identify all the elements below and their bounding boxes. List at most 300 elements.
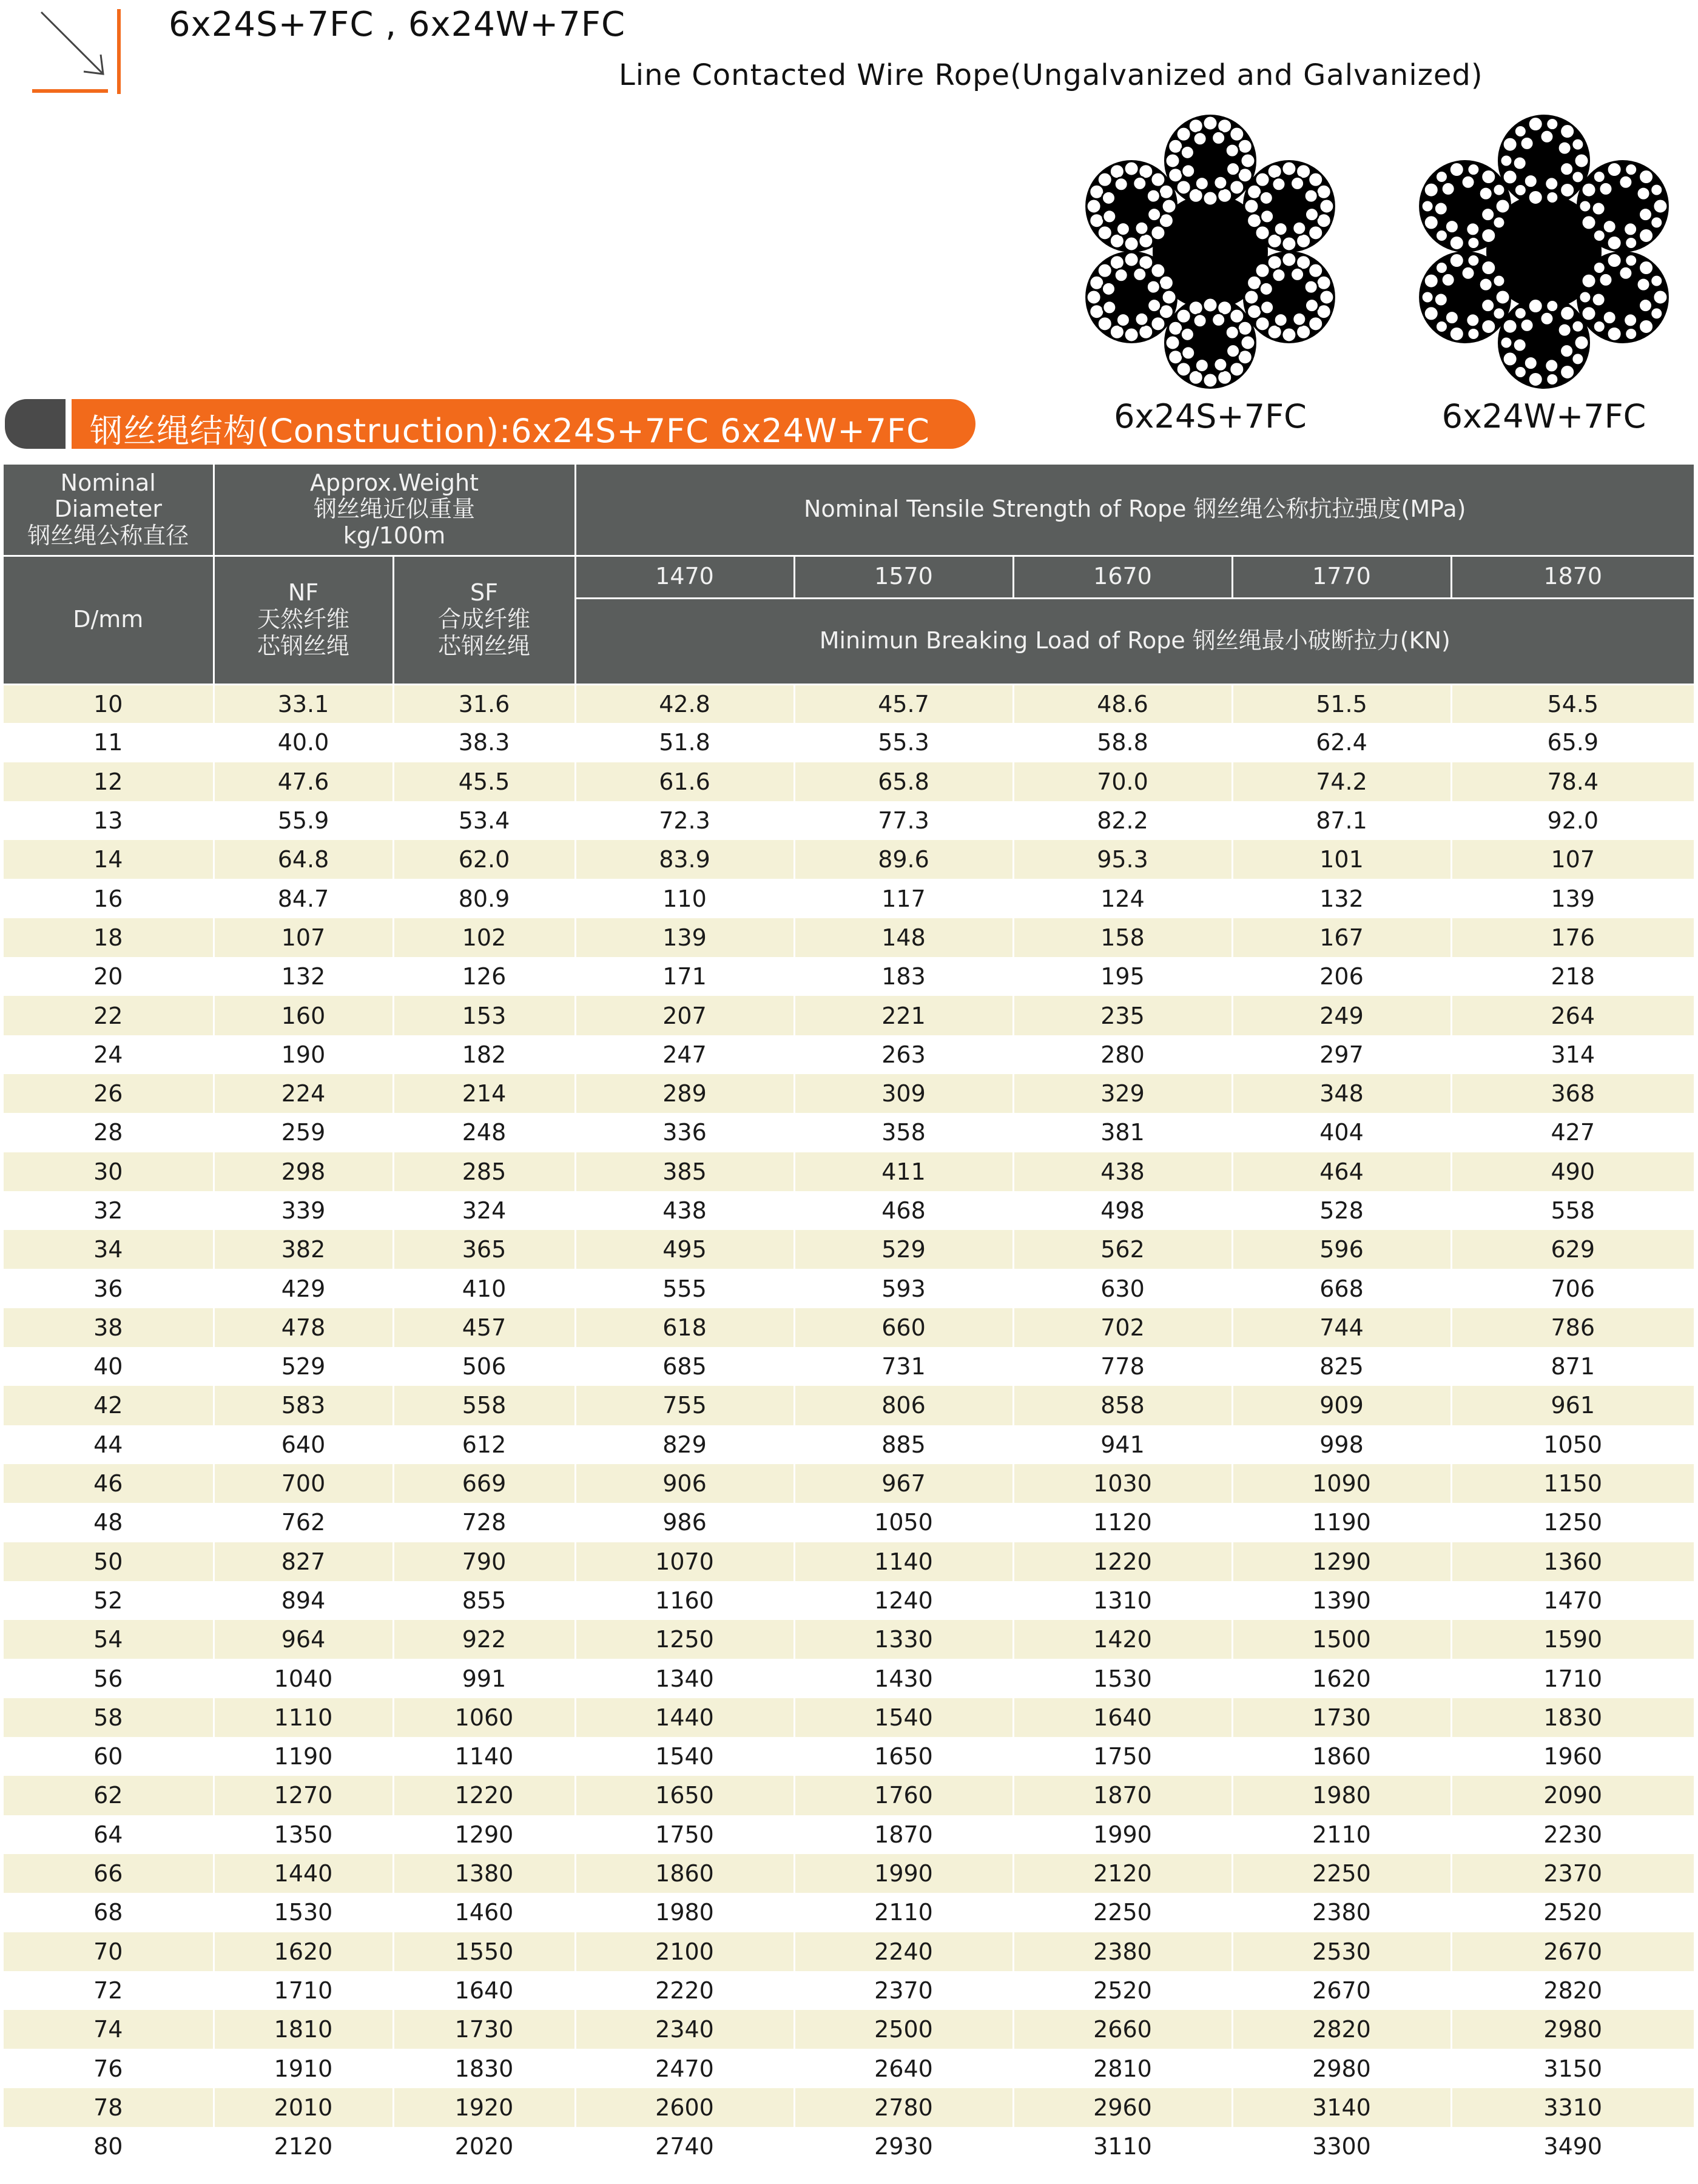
figure-caption-6x24w: 6x24W+7FC [1441, 397, 1646, 435]
table-cell: 438 [575, 1191, 794, 1230]
table-cell: 755 [575, 1386, 794, 1425]
table-cell: 339 [214, 1191, 393, 1230]
table-cell: 478 [214, 1308, 393, 1347]
table-cell: 3490 [1451, 2127, 1694, 2166]
table-row [4, 1776, 1694, 1815]
table-cell: 855 [393, 1581, 575, 1620]
table-cell: 12 [4, 762, 214, 801]
table-cell: 1710 [214, 1971, 393, 2010]
table-cell: 1190 [1232, 1503, 1451, 1542]
table-cell: 171 [575, 957, 794, 996]
wire-rope-spec-table [4, 465, 1694, 2166]
table-cell: 941 [1013, 1425, 1232, 1464]
table-cell: 1920 [393, 2088, 575, 2127]
table-cell: 2020 [393, 2127, 575, 2166]
table-cell: 62 [4, 1776, 214, 1815]
table-row [4, 1152, 1694, 1191]
table-cell: 20 [4, 957, 214, 996]
table-cell: 26 [4, 1074, 214, 1113]
table-cell: 562 [1013, 1230, 1232, 1269]
table-cell: 259 [214, 1113, 393, 1152]
table-cell: 92.0 [1451, 801, 1694, 840]
wire-rope-cross-section-icon [1068, 109, 1353, 394]
table-cell: 1440 [575, 1698, 794, 1737]
table-cell: 2230 [1451, 1815, 1694, 1854]
table-row [4, 1737, 1694, 1776]
table-row [4, 918, 1694, 957]
header-nf: NF 天然纤维 芯钢丝绳 [214, 556, 393, 684]
table-row [4, 996, 1694, 1035]
table-cell: 385 [575, 1152, 794, 1191]
table-cell: 427 [1451, 1113, 1694, 1152]
table-cell: 13 [4, 801, 214, 840]
table-cell: 498 [1013, 1191, 1232, 1230]
table-cell: 47.6 [214, 762, 393, 801]
table-cell: 1030 [1013, 1464, 1232, 1503]
table-cell: 74 [4, 2010, 214, 2049]
table-cell: 1650 [794, 1737, 1013, 1776]
header-strength-value: 1570 [794, 556, 1013, 598]
table-cell: 2240 [794, 1932, 1013, 1971]
table-cell: 506 [393, 1347, 575, 1386]
table-row [4, 2010, 1694, 2049]
table-row [4, 1932, 1694, 1971]
table-cell: 1330 [794, 1620, 1013, 1659]
table-cell: 82.2 [1013, 801, 1232, 840]
table-cell: 702 [1013, 1308, 1232, 1347]
construction-label: 钢丝绳结构(Construction):6x24S+7FC 6x24W+7FC [90, 412, 930, 450]
table-row [4, 1854, 1694, 1893]
table-cell: 411 [794, 1152, 1013, 1191]
table-cell: 107 [1451, 840, 1694, 879]
table-cell: 731 [794, 1347, 1013, 1386]
table-cell: 56 [4, 1659, 214, 1698]
table-cell: 1050 [794, 1503, 1013, 1542]
table-cell: 40 [4, 1347, 214, 1386]
table-cell: 790 [393, 1542, 575, 1581]
table-cell: 1350 [214, 1815, 393, 1854]
table-cell: 1290 [1232, 1542, 1451, 1581]
table-cell: 429 [214, 1269, 393, 1308]
table-cell: 829 [575, 1425, 794, 1464]
table-cell: 58.8 [1013, 723, 1232, 762]
table-cell: 894 [214, 1581, 393, 1620]
table-cell: 124 [1013, 879, 1232, 918]
table-cell: 42.8 [575, 684, 794, 723]
table-cell: 248 [393, 1113, 575, 1152]
table-row [4, 2088, 1694, 2127]
table-cell: 1640 [1013, 1698, 1232, 1737]
table-cell: 2520 [1451, 1893, 1694, 1932]
table-row [4, 1425, 1694, 1464]
table-cell: 2980 [1451, 2010, 1694, 2049]
header-strength-value: 1470 [575, 556, 794, 598]
table-cell: 167 [1232, 918, 1451, 957]
table-cell: 309 [794, 1074, 1013, 1113]
table-cell: 744 [1232, 1308, 1451, 1347]
table-cell: 1160 [575, 1581, 794, 1620]
table-cell: 2110 [1232, 1815, 1451, 1854]
table-cell: 1760 [794, 1776, 1013, 1815]
table-cell: 381 [1013, 1113, 1232, 1152]
table-cell: 1340 [575, 1659, 794, 1698]
table-cell: 2670 [1232, 1971, 1451, 2010]
table-cell: 762 [214, 1503, 393, 1542]
table-cell: 64.8 [214, 840, 393, 879]
table-cell: 1070 [575, 1542, 794, 1581]
table-cell: 70 [4, 1932, 214, 1971]
table-cell: 235 [1013, 996, 1232, 1035]
table-cell: 51.8 [575, 723, 794, 762]
table-cell: 2530 [1232, 1932, 1451, 1971]
table-cell: 629 [1451, 1230, 1694, 1269]
table-cell: 885 [794, 1425, 1013, 1464]
table-cell: 1190 [214, 1737, 393, 1776]
table-cell: 336 [575, 1113, 794, 1152]
table-cell: 64 [4, 1815, 214, 1854]
table-row [4, 957, 1694, 996]
table-cell: 36 [4, 1269, 214, 1308]
table-cell: 61.6 [575, 762, 794, 801]
table-cell: 207 [575, 996, 794, 1035]
table-cell: 95.3 [1013, 840, 1232, 879]
table-cell: 1140 [393, 1737, 575, 1776]
table-cell: 78 [4, 2088, 214, 2127]
table-cell: 206 [1232, 957, 1451, 996]
table-cell: 1540 [794, 1698, 1013, 1737]
header-nominal-diameter: Nominal Diameter 钢丝绳公称直径 [4, 465, 214, 556]
table-cell: 298 [214, 1152, 393, 1191]
table-cell: 2120 [214, 2127, 393, 2166]
table-cell: 1050 [1451, 1425, 1694, 1464]
table-cell: 555 [575, 1269, 794, 1308]
table-cell: 1140 [794, 1542, 1013, 1581]
table-cell: 1390 [1232, 1581, 1451, 1620]
table-cell: 68 [4, 1893, 214, 1932]
table-cell: 46 [4, 1464, 214, 1503]
table-row [4, 1698, 1694, 1737]
table-cell: 1250 [575, 1620, 794, 1659]
table-cell: 60 [4, 1737, 214, 1776]
table-cell: 48 [4, 1503, 214, 1542]
table-cell: 1620 [1232, 1659, 1451, 1698]
table-cell: 2810 [1013, 2049, 1232, 2088]
table-cell: 139 [1451, 879, 1694, 918]
table-cell: 48.6 [1013, 684, 1232, 723]
table-cell: 1750 [1013, 1737, 1232, 1776]
table-cell: 1730 [393, 2010, 575, 2049]
table-cell: 117 [794, 879, 1013, 918]
table-cell: 1540 [575, 1737, 794, 1776]
table-cell: 1980 [575, 1893, 794, 1932]
table-row [4, 1581, 1694, 1620]
table-cell: 778 [1013, 1347, 1232, 1386]
table-cell: 967 [794, 1464, 1013, 1503]
table-row [4, 2127, 1694, 2166]
table-cell: 1380 [393, 1854, 575, 1893]
table-cell: 2220 [575, 1971, 794, 2010]
table-cell: 2960 [1013, 2088, 1232, 2127]
header-strength-value: 1870 [1451, 556, 1694, 598]
table-cell: 728 [393, 1503, 575, 1542]
table-cell: 160 [214, 996, 393, 1035]
table-cell: 1460 [393, 1893, 575, 1932]
table-cell: 324 [393, 1191, 575, 1230]
table-cell: 42 [4, 1386, 214, 1425]
table-cell: 110 [575, 879, 794, 918]
table-cell: 1830 [393, 2049, 575, 2088]
table-cell: 630 [1013, 1269, 1232, 1308]
table-cell: 32 [4, 1191, 214, 1230]
table-cell: 1870 [794, 1815, 1013, 1854]
table-cell: 1990 [1013, 1815, 1232, 1854]
table-cell: 827 [214, 1542, 393, 1581]
table-cell: 2110 [794, 1893, 1013, 1932]
table-cell: 1120 [1013, 1503, 1232, 1542]
table-cell: 247 [575, 1035, 794, 1074]
table-cell: 2250 [1013, 1893, 1232, 1932]
table-cell: 65.8 [794, 762, 1013, 801]
table-cell: 87.1 [1232, 801, 1451, 840]
table-cell: 706 [1451, 1269, 1694, 1308]
table-cell: 2520 [1013, 1971, 1232, 2010]
corner-arrow-icon [29, 6, 126, 97]
table-cell: 280 [1013, 1035, 1232, 1074]
wire-rope-cross-section-icon [1401, 109, 1686, 394]
table-cell: 464 [1232, 1152, 1451, 1191]
table-cell: 77.3 [794, 801, 1013, 840]
table-row [4, 1620, 1694, 1659]
table-cell: 1810 [214, 2010, 393, 2049]
header-strength-value: 1670 [1013, 556, 1232, 598]
table-cell: 998 [1232, 1425, 1451, 1464]
table-cell: 1870 [1013, 1776, 1232, 1815]
table-cell: 593 [794, 1269, 1013, 1308]
table-cell: 468 [794, 1191, 1013, 1230]
table-cell: 74.2 [1232, 762, 1451, 801]
table-cell: 51.5 [1232, 684, 1451, 723]
table-cell: 314 [1451, 1035, 1694, 1074]
table-cell: 382 [214, 1230, 393, 1269]
table-cell: 190 [214, 1035, 393, 1074]
table-cell: 80.9 [393, 879, 575, 918]
table-cell: 132 [214, 957, 393, 996]
table-cell: 1220 [393, 1776, 575, 1815]
table-row [4, 1191, 1694, 1230]
table-cell: 1290 [393, 1815, 575, 1854]
table-cell: 3150 [1451, 2049, 1694, 2088]
table-cell: 612 [393, 1425, 575, 1464]
table-cell: 24 [4, 1035, 214, 1074]
table-cell: 66 [4, 1854, 214, 1893]
table-cell: 58 [4, 1698, 214, 1737]
table-cell: 2370 [794, 1971, 1013, 2010]
figure-caption-6x24s: 6x24S+7FC [1114, 397, 1307, 435]
table-cell: 1310 [1013, 1581, 1232, 1620]
table-cell: 83.9 [575, 840, 794, 879]
table-cell: 70.0 [1013, 762, 1232, 801]
table-cell: 2250 [1232, 1854, 1451, 1893]
table-cell: 1040 [214, 1659, 393, 1698]
table-cell: 89.6 [794, 840, 1013, 879]
table-cell: 640 [214, 1425, 393, 1464]
table-cell: 2660 [1013, 2010, 1232, 2049]
table-cell: 1990 [794, 1854, 1013, 1893]
construction-banner [5, 399, 975, 449]
table-cell: 1430 [794, 1659, 1013, 1698]
table-cell: 2980 [1232, 2049, 1451, 2088]
table-cell: 34 [4, 1230, 214, 1269]
table-cell: 289 [575, 1074, 794, 1113]
table-cell: 218 [1451, 957, 1694, 996]
table-cell: 2010 [214, 2088, 393, 2127]
table-cell: 297 [1232, 1035, 1451, 1074]
table-row [4, 801, 1694, 840]
table-row [4, 1113, 1694, 1152]
table-cell: 214 [393, 1074, 575, 1113]
table-cell: 76 [4, 2049, 214, 2088]
table-cell: 285 [393, 1152, 575, 1191]
table-cell: 1220 [1013, 1542, 1232, 1581]
table-row [4, 1542, 1694, 1581]
table-cell: 1550 [393, 1932, 575, 1971]
table-cell: 660 [794, 1308, 1013, 1347]
table-cell: 2120 [1013, 1854, 1232, 1893]
table-cell: 1750 [575, 1815, 794, 1854]
table-cell: 2500 [794, 2010, 1013, 2049]
table-cell: 529 [794, 1230, 1013, 1269]
table-cell: 148 [794, 918, 1013, 957]
table-cell: 806 [794, 1386, 1013, 1425]
table-cell: 1110 [214, 1698, 393, 1737]
table-cell: 2930 [794, 2127, 1013, 2166]
table-cell: 139 [575, 918, 794, 957]
table-cell: 786 [1451, 1308, 1694, 1347]
table-cell: 961 [1451, 1386, 1694, 1425]
table-cell: 10 [4, 684, 214, 723]
table-cell: 38.3 [393, 723, 575, 762]
table-cell: 1060 [393, 1698, 575, 1737]
table-cell: 1650 [575, 1776, 794, 1815]
table-cell: 1980 [1232, 1776, 1451, 1815]
table-row [4, 1074, 1694, 1113]
table-cell: 65.9 [1451, 723, 1694, 762]
table-cell: 102 [393, 918, 575, 957]
table-cell: 101 [1232, 840, 1451, 879]
table-cell: 1530 [214, 1893, 393, 1932]
table-cell: 1240 [794, 1581, 1013, 1620]
header-sf: SF 合成纤维 芯钢丝绳 [393, 556, 575, 684]
table-cell: 986 [575, 1503, 794, 1542]
table-row [4, 1269, 1694, 1308]
table-cell: 18 [4, 918, 214, 957]
table-row [4, 1308, 1694, 1347]
page-subtitle: Line Contacted Wire Rope(Ungalvanized and Galvanized) [619, 58, 1483, 92]
table-cell: 264 [1451, 996, 1694, 1035]
table-cell: 1360 [1451, 1542, 1694, 1581]
table-cell: 1730 [1232, 1698, 1451, 1737]
table-cell: 669 [393, 1464, 575, 1503]
table-cell: 558 [1451, 1191, 1694, 1230]
table-row [4, 1347, 1694, 1386]
header-breaking-load: Minimun Breaking Load of Rope 钢丝绳最小破断拉力(KN) [575, 598, 1694, 684]
table-cell: 40.0 [214, 723, 393, 762]
table-cell: 685 [575, 1347, 794, 1386]
table-cell: 84.7 [214, 879, 393, 918]
table-cell: 368 [1451, 1074, 1694, 1113]
table-cell: 107 [214, 918, 393, 957]
table-cell: 28 [4, 1113, 214, 1152]
table-cell: 16 [4, 879, 214, 918]
table-cell: 529 [214, 1347, 393, 1386]
table-cell: 45.7 [794, 684, 1013, 723]
table-row [4, 2049, 1694, 2088]
table-row [4, 879, 1694, 918]
table-cell: 1150 [1451, 1464, 1694, 1503]
table-cell: 2600 [575, 2088, 794, 2127]
table-body [4, 684, 1694, 2166]
table-cell: 3300 [1232, 2127, 1451, 2166]
table-cell: 1420 [1013, 1620, 1232, 1659]
header-tensile-strength: Nominal Tensile Strength of Rope 钢丝绳公称抗拉强度(MPa) [575, 465, 1694, 556]
table-cell: 153 [393, 996, 575, 1035]
table-cell: 1590 [1451, 1620, 1694, 1659]
table-cell: 1710 [1451, 1659, 1694, 1698]
table-cell: 22 [4, 996, 214, 1035]
table-cell: 2820 [1232, 2010, 1451, 2049]
table-cell: 909 [1232, 1386, 1451, 1425]
table-cell: 30 [4, 1152, 214, 1191]
table-row [4, 1659, 1694, 1698]
table-row [4, 723, 1694, 762]
table-cell: 14 [4, 840, 214, 879]
table-cell: 2780 [794, 2088, 1013, 2127]
table-cell: 906 [575, 1464, 794, 1503]
table-cell: 1830 [1451, 1698, 1694, 1737]
table-cell: 3140 [1232, 2088, 1451, 2127]
table-cell: 365 [393, 1230, 575, 1269]
table-cell: 45.5 [393, 762, 575, 801]
table-cell: 2100 [575, 1932, 794, 1971]
table-cell: 2090 [1451, 1776, 1694, 1815]
table-cell: 528 [1232, 1191, 1451, 1230]
table-cell: 11 [4, 723, 214, 762]
table-cell: 1640 [393, 1971, 575, 2010]
table-cell: 158 [1013, 918, 1232, 957]
table-cell: 964 [214, 1620, 393, 1659]
table-cell: 3310 [1451, 2088, 1694, 2127]
table-cell: 183 [794, 957, 1013, 996]
table-cell: 1960 [1451, 1737, 1694, 1776]
table-cell: 221 [794, 996, 1013, 1035]
table-cell: 33.1 [214, 684, 393, 723]
table-cell: 618 [575, 1308, 794, 1347]
table-cell: 126 [393, 957, 575, 996]
table-cell: 78.4 [1451, 762, 1694, 801]
table-row [4, 1893, 1694, 1932]
table-cell: 2670 [1451, 1932, 1694, 1971]
table-cell: 3110 [1013, 2127, 1232, 2166]
table-cell: 52 [4, 1581, 214, 1620]
table-cell: 991 [393, 1659, 575, 1698]
table-row [4, 840, 1694, 879]
table-cell: 1860 [1232, 1737, 1451, 1776]
table-cell: 176 [1451, 918, 1694, 957]
table-cell: 495 [575, 1230, 794, 1269]
table-cell: 825 [1232, 1347, 1451, 1386]
table-cell: 54 [4, 1620, 214, 1659]
header-d-mm: D/mm [4, 556, 214, 684]
